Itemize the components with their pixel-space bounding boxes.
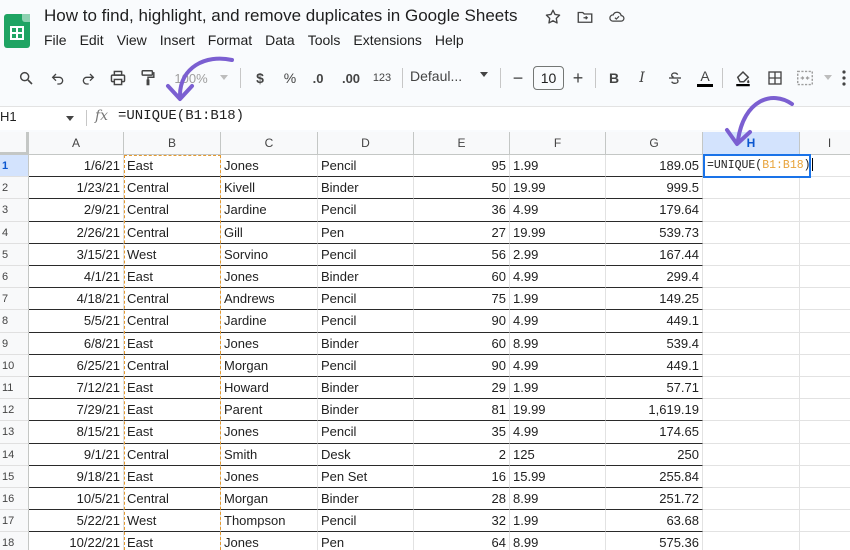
cell-g[interactable]: 539.4 xyxy=(606,333,703,355)
cell-b[interactable]: Central xyxy=(124,444,221,466)
cell-f[interactable]: 1.99 xyxy=(510,510,606,532)
column-header-a[interactable]: A xyxy=(29,132,124,155)
table-row xyxy=(0,222,850,244)
cell-g[interactable]: 149.25 xyxy=(606,288,703,310)
cell-d[interactable]: Binder xyxy=(318,333,414,355)
cell-d[interactable]: Pencil xyxy=(318,421,414,443)
column-header-i[interactable]: I xyxy=(800,132,850,155)
cell-i[interactable] xyxy=(800,377,850,399)
cell-f[interactable]: 1.99 xyxy=(510,155,606,177)
cell-f[interactable]: 8.99 xyxy=(510,333,606,355)
menu-format[interactable]: Format xyxy=(207,32,253,48)
cell-f[interactable]: 19.99 xyxy=(510,222,606,244)
cell-h[interactable] xyxy=(703,377,800,399)
cell-c[interactable]: Smith xyxy=(221,444,318,466)
cell-b[interactable]: East xyxy=(124,466,221,488)
row-header[interactable]: 5 xyxy=(0,244,29,266)
italic-button[interactable]: I xyxy=(639,70,645,86)
cell-h[interactable] xyxy=(703,399,800,421)
fill-color-icon[interactable] xyxy=(732,58,754,98)
select-all-corner[interactable] xyxy=(0,132,29,155)
cell-c[interactable]: Kivell xyxy=(221,177,318,199)
cell-f[interactable]: 15.99 xyxy=(510,466,606,488)
active-cell-range: B1:B18 xyxy=(762,159,804,172)
cell-e[interactable]: 60 xyxy=(414,266,510,288)
menu-bar xyxy=(44,32,477,48)
table-row xyxy=(0,310,850,332)
cell-f[interactable]: 8.99 xyxy=(510,532,606,550)
table-row xyxy=(0,266,850,288)
cell-b[interactable]: East xyxy=(124,421,221,443)
cell-e[interactable]: 29 xyxy=(414,377,510,399)
table-row xyxy=(0,421,850,443)
toolbar-divider xyxy=(722,68,723,88)
cell-h[interactable] xyxy=(703,488,800,510)
font-family-select[interactable]: Defaul... xyxy=(410,68,463,84)
row-header[interactable]: 1 xyxy=(0,155,29,177)
cell-f[interactable]: 2.99 xyxy=(510,244,606,266)
table-row xyxy=(0,199,850,221)
cell-e[interactable]: 81 xyxy=(414,399,510,421)
row-header[interactable]: 2 xyxy=(0,177,29,199)
cell-h[interactable] xyxy=(703,532,800,550)
undo-icon[interactable] xyxy=(46,58,70,98)
cell-i[interactable] xyxy=(800,244,850,266)
column-header-h[interactable]: H xyxy=(703,132,800,155)
sheets-logo[interactable] xyxy=(4,14,30,48)
cell-a[interactable]: 7/12/21 xyxy=(29,377,124,399)
cell-e[interactable]: 36 xyxy=(414,199,510,221)
cell-c[interactable]: Morgan xyxy=(221,355,318,377)
menu-view[interactable]: View xyxy=(116,32,147,48)
increase-font-size-button[interactable]: + xyxy=(572,67,584,88)
cell-g[interactable]: 63.68 xyxy=(606,510,703,532)
menu-edit[interactable]: Edit xyxy=(79,32,104,48)
column-header-f[interactable]: F xyxy=(510,132,606,155)
cell-d[interactable]: Pencil xyxy=(318,155,414,177)
row-header[interactable]: 6 xyxy=(0,266,29,288)
cell-h[interactable] xyxy=(703,355,800,377)
cell-h[interactable] xyxy=(703,310,800,332)
cloud-status-icon[interactable] xyxy=(608,8,626,26)
cell-b[interactable]: Central xyxy=(124,355,221,377)
cell-d[interactable]: Pencil xyxy=(318,288,414,310)
cell-d[interactable]: Pen xyxy=(318,222,414,244)
print-icon[interactable] xyxy=(106,58,130,98)
cell-g[interactable]: 539.73 xyxy=(606,222,703,244)
cell-g[interactable]: 575.36 xyxy=(606,532,703,550)
cell-g[interactable]: 449.1 xyxy=(606,355,703,377)
cell-g[interactable]: 1,619.19 xyxy=(606,399,703,421)
cell-i[interactable] xyxy=(800,421,850,443)
more-options-icon[interactable] xyxy=(838,58,850,98)
cell-i[interactable] xyxy=(800,399,850,421)
cell-g[interactable]: 174.65 xyxy=(606,421,703,443)
toolbar-divider xyxy=(595,68,596,88)
cell-e[interactable]: 56 xyxy=(414,244,510,266)
cell-e[interactable]: 16 xyxy=(414,466,510,488)
cell-b[interactable]: Central xyxy=(124,177,221,199)
row-header[interactable]: 15 xyxy=(0,466,29,488)
cell-d[interactable]: Binder xyxy=(318,177,414,199)
cell-a[interactable]: 2/26/21 xyxy=(29,222,124,244)
cell-c[interactable]: Jones xyxy=(221,532,318,550)
cell-i[interactable] xyxy=(800,310,850,332)
cell-h[interactable] xyxy=(703,199,800,221)
table-row xyxy=(0,466,850,488)
menu-insert[interactable]: Insert xyxy=(159,32,195,48)
cell-f[interactable]: 4.99 xyxy=(510,199,606,221)
table-row xyxy=(0,355,850,377)
fx-icon: fx xyxy=(95,108,109,124)
percent-format-button[interactable]: % xyxy=(283,70,297,86)
cell-i[interactable] xyxy=(800,333,850,355)
cell-c[interactable]: Jones xyxy=(221,155,318,177)
cell-h[interactable] xyxy=(703,421,800,443)
row-header[interactable]: 4 xyxy=(0,222,29,244)
cell-b[interactable]: West xyxy=(124,510,221,532)
cell-f[interactable]: 1.99 xyxy=(510,377,606,399)
cell-d[interactable]: Pencil xyxy=(318,310,414,332)
cell-i[interactable] xyxy=(800,488,850,510)
cell-d[interactable]: Pencil xyxy=(318,199,414,221)
row-header[interactable]: 3 xyxy=(0,199,29,221)
cell-e[interactable]: 60 xyxy=(414,333,510,355)
column-header-e[interactable]: E xyxy=(414,132,510,155)
cell-i[interactable] xyxy=(800,222,850,244)
cell-g[interactable]: 189.05 xyxy=(606,155,703,177)
cell-f[interactable]: 19.99 xyxy=(510,399,606,421)
currency-format-button[interactable]: $ xyxy=(256,70,264,86)
cell-c[interactable]: Morgan xyxy=(221,488,318,510)
cell-a[interactable]: 10/5/21 xyxy=(29,488,124,510)
table-row xyxy=(0,377,850,399)
merge-chevron-icon[interactable] xyxy=(822,58,834,98)
cell-g[interactable]: 999.5 xyxy=(606,177,703,199)
paint-format-icon[interactable] xyxy=(136,58,160,98)
row-header[interactable]: 11 xyxy=(0,377,29,399)
cell-i[interactable] xyxy=(800,510,850,532)
cell-f[interactable]: 8.99 xyxy=(510,488,606,510)
cell-c[interactable]: Andrews xyxy=(221,288,318,310)
text-color-swatch xyxy=(697,84,713,87)
menu-tools[interactable]: Tools xyxy=(307,32,341,48)
row-header[interactable]: 8 xyxy=(0,310,29,332)
cell-e[interactable]: 32 xyxy=(414,510,510,532)
cell-b[interactable]: East xyxy=(124,266,221,288)
cell-b[interactable]: East xyxy=(124,377,221,399)
cell-b[interactable]: East xyxy=(124,333,221,355)
text-cursor xyxy=(812,158,813,171)
menu-file[interactable]: File xyxy=(44,32,67,48)
menu-help[interactable]: Help xyxy=(434,32,464,48)
toolbar-divider xyxy=(500,68,501,88)
font-size-input[interactable]: 10 xyxy=(533,66,564,90)
table-row xyxy=(0,399,850,421)
cell-c[interactable]: Sorvino xyxy=(221,244,318,266)
cell-b[interactable]: Central xyxy=(124,288,221,310)
cell-h[interactable] xyxy=(703,444,800,466)
column-header-g[interactable]: G xyxy=(606,132,703,155)
cell-e[interactable]: 2 xyxy=(414,444,510,466)
cell-c[interactable]: Thompson xyxy=(221,510,318,532)
row-header[interactable]: 18 xyxy=(0,532,29,550)
font-chevron-icon[interactable] xyxy=(480,72,488,77)
cell-b[interactable]: Central xyxy=(124,310,221,332)
cell-h[interactable] xyxy=(703,244,800,266)
cell-a[interactable]: 1/23/21 xyxy=(29,177,124,199)
table-row xyxy=(0,444,850,466)
number-format-button[interactable]: 123 xyxy=(372,72,392,84)
active-cell-prefix: =UNIQUE( xyxy=(707,159,763,172)
table-row xyxy=(0,510,850,532)
row-header[interactable]: 16 xyxy=(0,488,29,510)
cell-f[interactable]: 19.99 xyxy=(510,177,606,199)
cell-a[interactable]: 8/15/21 xyxy=(29,421,124,443)
cell-c[interactable]: Jardine xyxy=(221,310,318,332)
merge-cells-icon[interactable] xyxy=(794,58,816,98)
toolbar-divider xyxy=(240,68,241,88)
decrease-decimal-button[interactable]: .0 xyxy=(312,70,324,86)
cell-e[interactable]: 90 xyxy=(414,355,510,377)
cell-e[interactable]: 35 xyxy=(414,421,510,443)
cell-a[interactable]: 4/18/21 xyxy=(29,288,124,310)
cell-f[interactable]: 125 xyxy=(510,444,606,466)
cell-a[interactable]: 9/18/21 xyxy=(29,466,124,488)
cell-g[interactable]: 251.72 xyxy=(606,488,703,510)
text-color-label: A xyxy=(700,68,710,84)
cell-a[interactable]: 5/22/21 xyxy=(29,510,124,532)
borders-icon[interactable] xyxy=(764,58,786,98)
cell-g[interactable]: 167.44 xyxy=(606,244,703,266)
cell-b[interactable]: East xyxy=(124,399,221,421)
menu-extensions[interactable]: Extensions xyxy=(353,32,422,48)
redo-icon[interactable] xyxy=(76,58,100,98)
cell-c[interactable]: Jones xyxy=(221,421,318,443)
cell-a[interactable]: 3/15/21 xyxy=(29,244,124,266)
cell-f[interactable]: 1.99 xyxy=(510,288,606,310)
cell-e[interactable]: 95 xyxy=(414,155,510,177)
cell-b[interactable]: Central xyxy=(124,222,221,244)
row-header[interactable]: 17 xyxy=(0,510,29,532)
cell-e[interactable]: 90 xyxy=(414,310,510,332)
cell-i[interactable] xyxy=(800,532,850,550)
name-box-chevron-icon[interactable] xyxy=(66,116,74,121)
cell-h[interactable] xyxy=(703,510,800,532)
cell-i[interactable] xyxy=(800,355,850,377)
star-icon[interactable] xyxy=(544,8,562,26)
cell-d[interactable]: Binder xyxy=(318,266,414,288)
cell-d[interactable]: Binder xyxy=(318,377,414,399)
cell-i[interactable] xyxy=(800,466,850,488)
cell-i[interactable] xyxy=(800,199,850,221)
cell-b[interactable]: East xyxy=(124,532,221,550)
cell-f[interactable]: 4.99 xyxy=(510,355,606,377)
toolbar-divider xyxy=(402,68,403,88)
cell-a[interactable]: 9/1/21 xyxy=(29,444,124,466)
cell-e[interactable]: 28 xyxy=(414,488,510,510)
cell-h[interactable] xyxy=(703,466,800,488)
name-box[interactable]: H1 xyxy=(0,109,17,124)
cell-b[interactable]: West xyxy=(124,244,221,266)
cell-d[interactable]: Desk xyxy=(318,444,414,466)
cell-e[interactable]: 64 xyxy=(414,532,510,550)
cell-a[interactable]: 10/22/21 xyxy=(29,532,124,550)
cell-d[interactable]: Pen Set xyxy=(318,466,414,488)
text-color-button[interactable] xyxy=(694,58,716,98)
row-header[interactable]: 10 xyxy=(0,355,29,377)
cell-g[interactable]: 57.71 xyxy=(606,377,703,399)
cell-d[interactable]: Binder xyxy=(318,399,414,421)
cell-d[interactable]: Pen xyxy=(318,532,414,550)
active-cell-suffix: ) xyxy=(803,159,811,172)
cell-g[interactable]: 255.84 xyxy=(606,466,703,488)
cell-a[interactable]: 6/25/21 xyxy=(29,355,124,377)
cell-i[interactable] xyxy=(800,444,850,466)
row-header[interactable]: 7 xyxy=(0,288,29,310)
cell-e[interactable]: 75 xyxy=(414,288,510,310)
bold-button[interactable]: B xyxy=(608,70,620,86)
cell-h[interactable] xyxy=(703,288,800,310)
cell-e[interactable]: 50 xyxy=(414,177,510,199)
cell-d[interactable]: Pencil xyxy=(318,510,414,532)
row-header[interactable]: 9 xyxy=(0,333,29,355)
cell-d[interactable]: Pencil xyxy=(318,244,414,266)
search-menus-icon[interactable] xyxy=(14,58,38,98)
cell-a[interactable]: 1/6/21 xyxy=(29,155,124,177)
table-row xyxy=(0,288,850,310)
row-header[interactable]: 12 xyxy=(0,399,29,421)
zoom-select[interactable]: 100% xyxy=(174,70,208,86)
cell-f[interactable]: 4.99 xyxy=(510,310,606,332)
cell-c[interactable]: Parent xyxy=(221,399,318,421)
column-header-b[interactable]: B xyxy=(124,132,221,155)
column-header-d[interactable]: D xyxy=(318,132,414,155)
cell-b[interactable]: Central xyxy=(124,488,221,510)
cell-d[interactable]: Binder xyxy=(318,488,414,510)
cell-c[interactable]: Jardine xyxy=(221,199,318,221)
document-title[interactable]: How to find, highlight, and remove duplicates in Google Sheets xyxy=(44,6,518,25)
cell-c[interactable]: Howard xyxy=(221,377,318,399)
table-row xyxy=(0,333,850,355)
cell-a[interactable]: 6/8/21 xyxy=(29,333,124,355)
cell-a[interactable]: 2/9/21 xyxy=(29,199,124,221)
cell-b[interactable]: Central xyxy=(124,199,221,221)
cell-g[interactable]: 449.1 xyxy=(606,310,703,332)
row-header[interactable]: 13 xyxy=(0,421,29,443)
table-row xyxy=(0,177,850,199)
decrease-font-size-button[interactable]: − xyxy=(512,67,524,88)
table-row xyxy=(0,532,850,550)
row-header[interactable]: 14 xyxy=(0,444,29,466)
zoom-chevron-icon[interactable] xyxy=(218,58,230,98)
cell-g[interactable]: 179.64 xyxy=(606,199,703,221)
cell-f[interactable]: 4.99 xyxy=(510,266,606,288)
strikethrough-icon[interactable] xyxy=(664,58,686,98)
cell-h[interactable] xyxy=(703,266,800,288)
cell-b[interactable]: East xyxy=(124,155,221,177)
increase-decimal-button[interactable]: .00 xyxy=(341,70,361,86)
cell-a[interactable]: 7/29/21 xyxy=(29,399,124,421)
column-header-c[interactable]: C xyxy=(221,132,318,155)
menu-data[interactable]: Data xyxy=(265,32,295,48)
cell-i[interactable] xyxy=(800,177,850,199)
cell-c[interactable]: Gill xyxy=(221,222,318,244)
cell-g[interactable]: 250 xyxy=(606,444,703,466)
cell-c[interactable]: Jones xyxy=(221,333,318,355)
active-cell-h1[interactable] xyxy=(703,154,811,178)
formula-input[interactable]: =UNIQUE(B1:B18) xyxy=(118,108,245,124)
cell-a[interactable]: 5/5/21 xyxy=(29,310,124,332)
table-row xyxy=(0,488,850,510)
table-row xyxy=(0,244,850,266)
move-folder-icon[interactable] xyxy=(576,8,594,26)
cell-i[interactable] xyxy=(800,266,850,288)
cell-h[interactable] xyxy=(703,333,800,355)
cell-f[interactable]: 4.99 xyxy=(510,421,606,443)
cell-c[interactable]: Jones xyxy=(221,466,318,488)
cell-i[interactable] xyxy=(800,288,850,310)
cell-a[interactable]: 4/1/21 xyxy=(29,266,124,288)
cell-c[interactable]: Jones xyxy=(221,266,318,288)
cell-d[interactable]: Pencil xyxy=(318,355,414,377)
cell-g[interactable]: 299.4 xyxy=(606,266,703,288)
cell-h[interactable] xyxy=(703,177,800,199)
cell-e[interactable]: 27 xyxy=(414,222,510,244)
cell-h[interactable] xyxy=(703,222,800,244)
formula-divider xyxy=(86,110,87,126)
